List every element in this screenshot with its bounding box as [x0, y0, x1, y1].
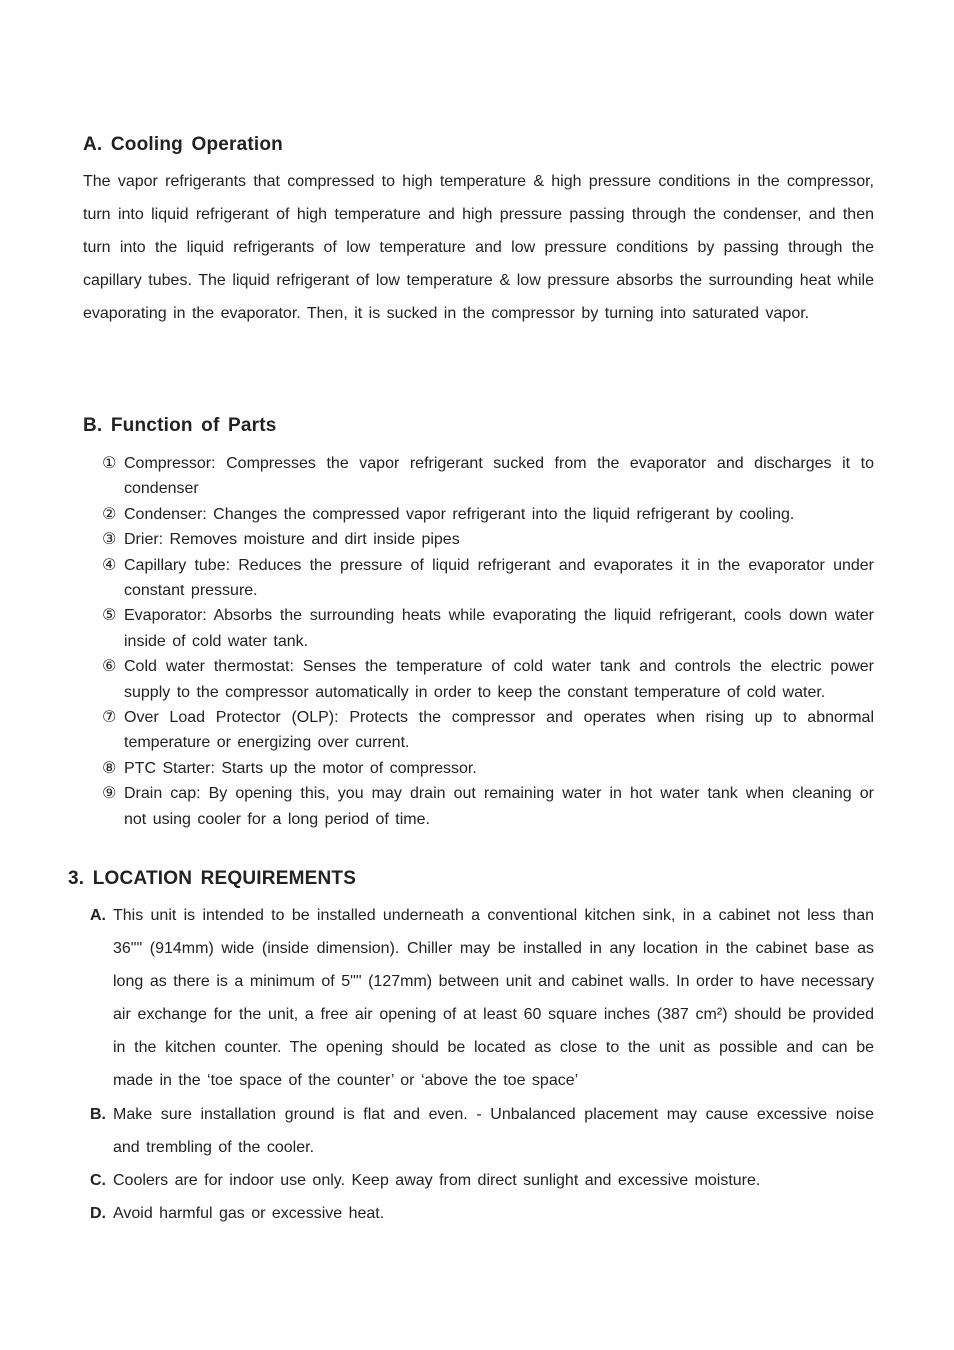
- list-item: [90, 1164, 874, 1197]
- list-item: [102, 527, 874, 552]
- item-text: Cold water thermostat: Senses the temperature of cold water tank and controls the electric power supply to the compressor automatically in order to keep the constant temperature of cold water.: [124, 658, 874, 701]
- list-item: [102, 756, 874, 781]
- item-number: ④: [102, 556, 117, 574]
- item-number: ⑦: [102, 709, 117, 727]
- list-item: [90, 899, 874, 1098]
- item-text: Avoid harmful gas or excessive heat.: [113, 1204, 385, 1222]
- item-text: Drain cap: By opening this, you may drain out remaining water in hot water tank when cleaning or not using cooler for a long period of time.: [124, 785, 874, 828]
- item-number: ⑤: [102, 607, 117, 625]
- item-text: Coolers are for indoor use only. Keep away from direct sunlight and excessive moisture.: [113, 1171, 761, 1189]
- item-number: ③: [102, 531, 117, 549]
- location-requirements-list: [90, 899, 874, 1230]
- item-number: ②: [102, 505, 117, 523]
- item-text: Over Load Protector (OLP): Protects the compressor and operates when rising up to abnormal temperature or energizing over current.: [124, 709, 874, 752]
- list-item: [102, 603, 874, 654]
- item-number: ⑥: [102, 658, 117, 676]
- item-text: This unit is intended to be installed underneath a conventional kitchen sink, in a cabinet not less than 36"" (914mm) wide (inside dimension). Chiller may be installed in any location in the cabinet base as long as there is a minimum of 5"" (127mm) between unit and cabinet walls. In order to have necessary air exchange for the unit, a free air opening of at least 60 square inches (387 cm²) should be provided in the kitchen counter. The opening should be located as close to the unit as possible and can be made in the ‘toe space of the counter’ or ‘above the toe space’: [113, 907, 874, 1090]
- function-of-parts-heading: B. Function of Parts: [83, 415, 277, 436]
- item-text: Make sure installation ground is flat and even. - Unbalanced placement may cause excessive noise and trembling of the cooler.: [113, 1105, 874, 1156]
- list-item: [102, 705, 874, 756]
- cooling-operation-paragraph: The vapor refrigerants that compressed to high temperature & high pressure conditions in the compressor, turn into liquid refrigerant of high temperature and high pressure passing through the condenser, and then turn into the liquid refrigerants of low temperature and low pressure conditions by passing through the capillary tubes. The liquid refrigerant of low temperature & low pressure absorbs the surrounding heat while evaporating in the evaporator. Then, it is sucked in the compressor by turning into saturated vapor.: [83, 173, 874, 322]
- list-item: [102, 553, 874, 604]
- location-requirements-heading: 3. LOCATION REQUIREMENTS: [68, 868, 357, 889]
- item-number: ⑧: [102, 759, 117, 777]
- item-text: Compressor: Compresses the vapor refrigerant sucked from the evaporator and discharges it to condenser: [124, 455, 874, 498]
- list-item: [102, 451, 874, 502]
- item-text: Condenser: Changes the compressed vapor refrigerant into the liquid refrigerant by cooling.: [124, 505, 795, 523]
- item-letter: B.: [90, 1105, 106, 1123]
- item-number: ⑨: [102, 785, 117, 803]
- item-text: Evaporator: Absorbs the surrounding heats while evaporating the liquid refrigerant, cools down water inside of cold water tank.: [124, 607, 874, 650]
- list-item: [102, 781, 874, 832]
- item-text: Capillary tube: Reduces the pressure of liquid refrigerant and evaporates it in the evaporator under constant pressure.: [124, 556, 874, 600]
- list-item: [102, 654, 874, 705]
- parts-list: [102, 451, 874, 832]
- list-item: [90, 1197, 874, 1230]
- cooling-operation-heading: A. Cooling Operation: [83, 134, 283, 155]
- item-number: ①: [102, 455, 117, 472]
- item-letter: A.: [90, 907, 106, 924]
- list-item: [90, 1098, 874, 1164]
- item-text: Drier: Removes moisture and dirt inside pipes: [124, 531, 460, 549]
- list-item: [102, 502, 874, 527]
- item-letter: C.: [90, 1171, 106, 1189]
- item-text: PTC Starter: Starts up the motor of compressor.: [124, 759, 477, 777]
- item-letter: D.: [90, 1204, 106, 1222]
